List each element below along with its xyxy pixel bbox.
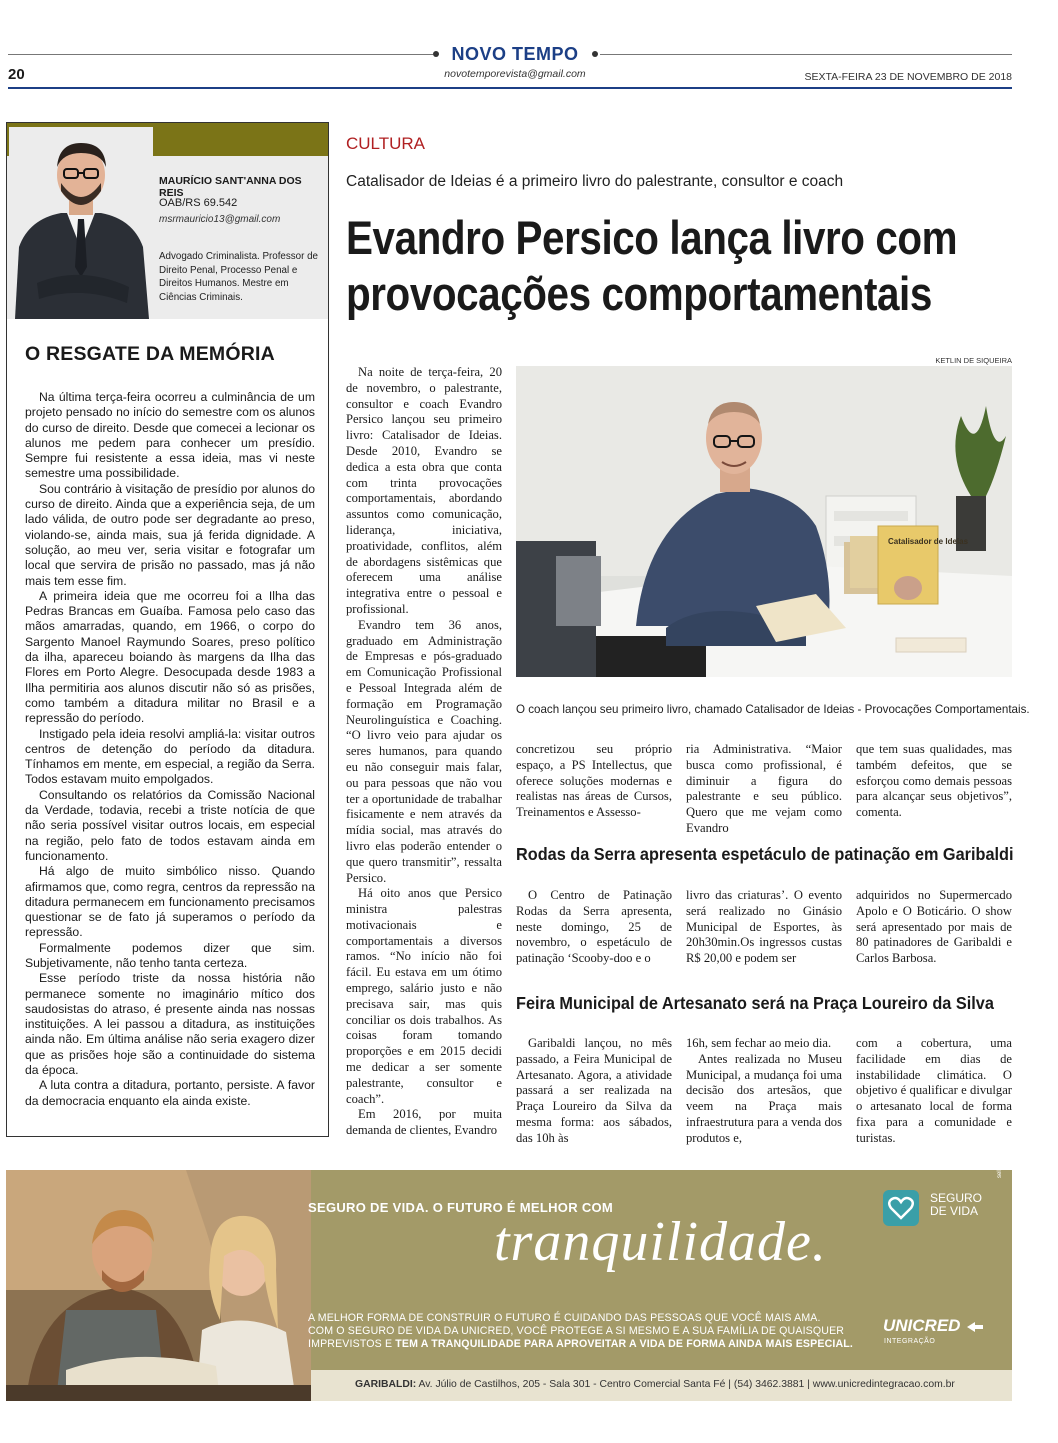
ad-footer-text — [355, 1379, 955, 1390]
headline-line: Evandro Persico lança livro com — [346, 211, 958, 264]
photo-caption: O coach lançou seu primeiro livro, chamado Catalisador de Ideias - Provocações Comportamentais. — [516, 703, 1030, 716]
skating-column-3 — [856, 888, 1012, 967]
article-photo — [516, 366, 1012, 677]
author-photo — [9, 127, 153, 319]
fair-headline: Feira Municipal de Artesanato será na Praça Loureiro da Silva — [516, 993, 994, 1013]
ad-body — [308, 1312, 878, 1351]
column-paragraph: Na última terça-feira ocorreu a culminância de um projeto pensado no início do semestre com os alunos do curso de direito. Desde que comecei a lecionar os alunos me pedem para conhecer um presídio. Sempre fui resistente a essa ideia, mas vi neste semestre uma possibilidade. — [25, 390, 315, 481]
author-email: msrmauricio13@gmail.com — [159, 214, 281, 225]
ad-body-text: IMPREVISTOS E — [308, 1338, 393, 1350]
article-column-3 — [686, 742, 842, 837]
article-headline — [346, 210, 958, 322]
photo-credit: KETLIN DE SIQUEIRA — [935, 356, 1012, 365]
article-paragraph: concretizou seu próprio espaço, a PS Intellectus, que oferece soluções modernas e realistas nas áreas de Cursos, Treinamentos e Assesso- — [516, 742, 672, 820]
article-paragraph: Evandro tem 36 anos, graduado em Administração de Empresas e pós-graduado em Comunicação Profissional e Pessoal Integrada além de formação em Programação Neurolinguística e Coaching. “O livro veio para ajudar os seres humanos, para quando eu não conseguir mais falar, ou para pessoas que não vou ter a oportunidade de trabalhar fisicamente e nem através da mídia social, mas através do livro elas poderão entender o que quero transmitir”, ressalta Persico. — [346, 617, 502, 885]
ad-script-word: tranquilidade. — [494, 1211, 827, 1273]
skating-column-1 — [516, 888, 672, 967]
newspaper-name: NOVO TEMPO — [451, 44, 579, 64]
newspaper-email: novotemporevista@gmail.com — [444, 68, 586, 80]
column-paragraph: Consultando os relatórios da Comissão Nacional da Verdade, todavia, recebi a triste notícia de que não seria possível visitar outros locais, em especial na região, pelo fato de todos estavam ainda em funcionamento. — [25, 787, 315, 863]
article-paragraph: ria Administrativa. “Maior busca como profissional, é diminuir a figura do palestrante e seu público. Quero que me vejam como Evandro — [686, 742, 842, 835]
column-paragraph: Formalmente podemos dizer que sim. Subjetivamente, não tenho tanta certeza. — [25, 940, 315, 970]
fair-paragraph: Garibaldi lançou, no mês passado, a Feira Municipal de Artesanato. Agora, a atividade passará a ser realizada na Praça Loureiro da Silva da mesma forma: aos sábados, das 10h às — [516, 1036, 672, 1145]
ad-footer-address[interactable]: Av. Júlio de Castilhos, 205 - Sala 301 - Centro Comercial Santa Fé | (54) 3462.3881 | www.unicredintegracao.com.br — [418, 1379, 955, 1390]
article-paragraph: que tem suas qualidades, mas também defeitos, que se esforçou como demais pessoas para alcançar seus objetivos”, comenta. — [856, 742, 1012, 820]
fair-column-3 — [856, 1036, 1012, 1147]
header-dot-left — [433, 51, 439, 57]
header-divider — [8, 87, 1012, 89]
author-bio: Advogado Criminalista. Professor de Direito Penal, Processo Penal e Direitos Humanos. Mestre em Ciências Criminais. — [159, 251, 319, 303]
article-paragraph: Em 2016, por muita demanda de clientes, Evandro — [346, 1107, 502, 1138]
ad-body-emphasis: MAIS ESPECIAL. — [765, 1338, 853, 1350]
section-label: CULTURA — [346, 134, 426, 153]
column-paragraph: Sou contrário à visitação de presídio por alunos do curso de direito. Ainda que a experiência seja, de um lado válida, de outro pode ser degradante ao preso, violando-se, ainda mais, sua já ferida dignidade. A solução, ao meu ver, seria visitar e fotografar um local que servira de prisão no passado, mas já não mais tem esse fim. — [25, 481, 315, 588]
unicred-brand-name: UNICRED — [883, 1316, 961, 1335]
heart-icon — [883, 1190, 919, 1226]
unicred-subtitle: INTEGRAÇÃO — [884, 1338, 936, 1345]
header-rule-left — [8, 54, 433, 55]
column-paragraph: Esse período triste da nossa história não permanece somente no imaginário mítico dos saudosistas do atraso, é presente ainda nas nossas instituições. A lei passou a ditadura, as instituições ainda não. Em última análise não seria exagero dizer que as prisões hoje são a continuidade do sistema da época. — [25, 971, 315, 1078]
fair-column-2 — [686, 1036, 842, 1147]
column-paragraph: A luta contra a ditadura, portanto, persiste. A favor da democracia enquanto ela ainda existe. — [25, 1078, 315, 1108]
fair-paragraph: 16h, sem fechar ao meio dia. — [686, 1036, 832, 1050]
ad-agency-tag: selling — [997, 1160, 1003, 1178]
column-paragraph: Há algo de muito simbólico nisso. Quando afirmamos que, como regra, centros da repressão na ditadura permanecem em funcionamento precisamos questionar se de fato já superamos o período da repressão. — [25, 864, 315, 940]
article-subtitle: Catalisador de Ideias é a primeiro livro do palestrante, consultor e coach — [346, 173, 844, 190]
author-band — [7, 123, 328, 319]
ad-headline: SEGURO DE VIDA. O FUTURO É MELHOR COM — [308, 1200, 614, 1215]
opinion-column — [6, 122, 329, 1137]
fair-paragraph: com a cobertura, uma facilidade em dias de instabilidade climática. O objetivo é qualificar e divulgar o artesanato local de forma fixa para a comunidade e turistas. — [856, 1036, 1012, 1145]
column-title: O RESGATE DA MEMÓRIA — [25, 343, 275, 365]
column-paragraph: Instigado pela ideia resolvi ampliá-la: visitar outros centros de detenção do período da ditadura. Tínhamos em mente, em especial, a região da Serra. Todos estavam muito empolgados. — [25, 726, 315, 787]
column-paragraph: A primeira ideia que me ocorreu foi a Ilha das Pedras Brancas em Guaíba. Famosa pelo caso das mãos amarradas, quando, em 1966, o corpo do Sargento Manoel Raymundo Soares, preso político da ilha, apareceu boiando às margens da Ilha das Flores em Porto Alegre. Desocupada desde 1983 a Ilha permitiria aos alunos discutir não só as prisões, como também a ditadura militar no Brasil e a repressão do período. — [25, 588, 315, 726]
article-column-2 — [516, 742, 672, 821]
ad-body-line: COM O SEGURO DE VIDA DA UNICRED, VOCÊ PROTEGE A SI MESMO E A SUA FAMÍLIA DE QUAISQUER — [308, 1325, 845, 1337]
author-oab: OAB/RS 69.542 — [159, 197, 238, 209]
author-name: MAURÍCIO SANT'ANNA DOS REIS — [159, 175, 302, 199]
photo-book-title: Catalisador de Ideias — [888, 537, 969, 546]
headline-line: provocações comportamentais — [346, 267, 932, 320]
header-dot-right — [592, 51, 598, 57]
fair-column-1 — [516, 1036, 672, 1147]
skating-paragraph: adquiridos no Supermercado Apolo e O Boticário. O show será apresentado por mais de 80 patinadores de Garibaldi e Carlos Barbosa. — [856, 888, 1012, 966]
heart-logo-icon — [883, 1190, 919, 1226]
skating-paragraph: O Centro de Patinação Rodas da Serra apresenta, neste domingo, 25 de novembro, o espetáculo de patinação ‘Scooby-doo e o — [516, 888, 672, 966]
unicred-logo — [883, 1316, 985, 1336]
column-body — [25, 390, 315, 1109]
ad-footer — [311, 1370, 1012, 1401]
article-column-4 — [856, 742, 1012, 821]
ad-body-line: A MELHOR FORMA DE CONSTRUIR O FUTURO É CUIDANDO DAS PESSOAS QUE VOCÊ MAIS AMA. — [308, 1312, 821, 1324]
article-column-1 — [346, 365, 502, 1139]
issue-date: SEXTA-FEIRA 23 DE NOVEMBRO DE 2018 — [804, 71, 1012, 83]
page-number: 20 — [8, 66, 25, 83]
ad-body-emphasis: TEM A TRANQUILIDADE PARA APROVEITAR A VIDA DE FORMA AINDA — [395, 1338, 763, 1350]
ad-body-line — [308, 1338, 878, 1351]
skating-paragraph: livro das criaturas’. O evento será realizado no Ginásio Municipal de Esportes, às 20h30min.Os ingressos custas R$ 20,00 e podem ser — [686, 888, 842, 966]
article-paragraph: Há oito anos que Persico ministra palestras motivacionais e comportamentais a diversos ramos. “No início não foi fácil. Eu estava em um ótimo emprego, salário justo e não precisava sair, mas quis conciliar os dois trabalhos. As coisas foram tomando proporções e em 2015 decidi me dedicar a ser somente palestrante, consultor e coach”. — [346, 886, 502, 1106]
ad-footer-city: GARIBALDI: — [355, 1379, 417, 1390]
article-paragraph: Na noite de terça-feira, 20 de novembro, o palestrante, consultor e coach Evandro Persico lançou seu primeiro livro: Catalisador de Ideias. Desde 2010, Evandro se dedica a esta obra que conta com trinta provocações comportamentais, abordando assuntos como comunicação, liderança, iniciativa, proatividade, conflitos, além de abordagens sistêmicas que oferecem uma análise integrativa entre o pessoal e profissional. — [346, 365, 502, 616]
ad-couple-photo — [6, 1170, 311, 1401]
header-rule-right — [600, 54, 1012, 55]
skating-column-2 — [686, 888, 842, 967]
skating-headline: Rodas da Serra apresenta espetáculo de patinação em Garibaldi — [516, 844, 1014, 864]
unicred-arrow-icon — [965, 1320, 985, 1334]
fair-paragraph: Antes realizada no Museu Municipal, a mudança foi uma decisão dos artesãos, que veem na Praça mais infraestrutura para a venda dos produtos e, — [686, 1051, 842, 1145]
unicred-advertisement[interactable] — [6, 1160, 1012, 1401]
ad-logo-text: SEGURO DE VIDA — [930, 1191, 983, 1218]
